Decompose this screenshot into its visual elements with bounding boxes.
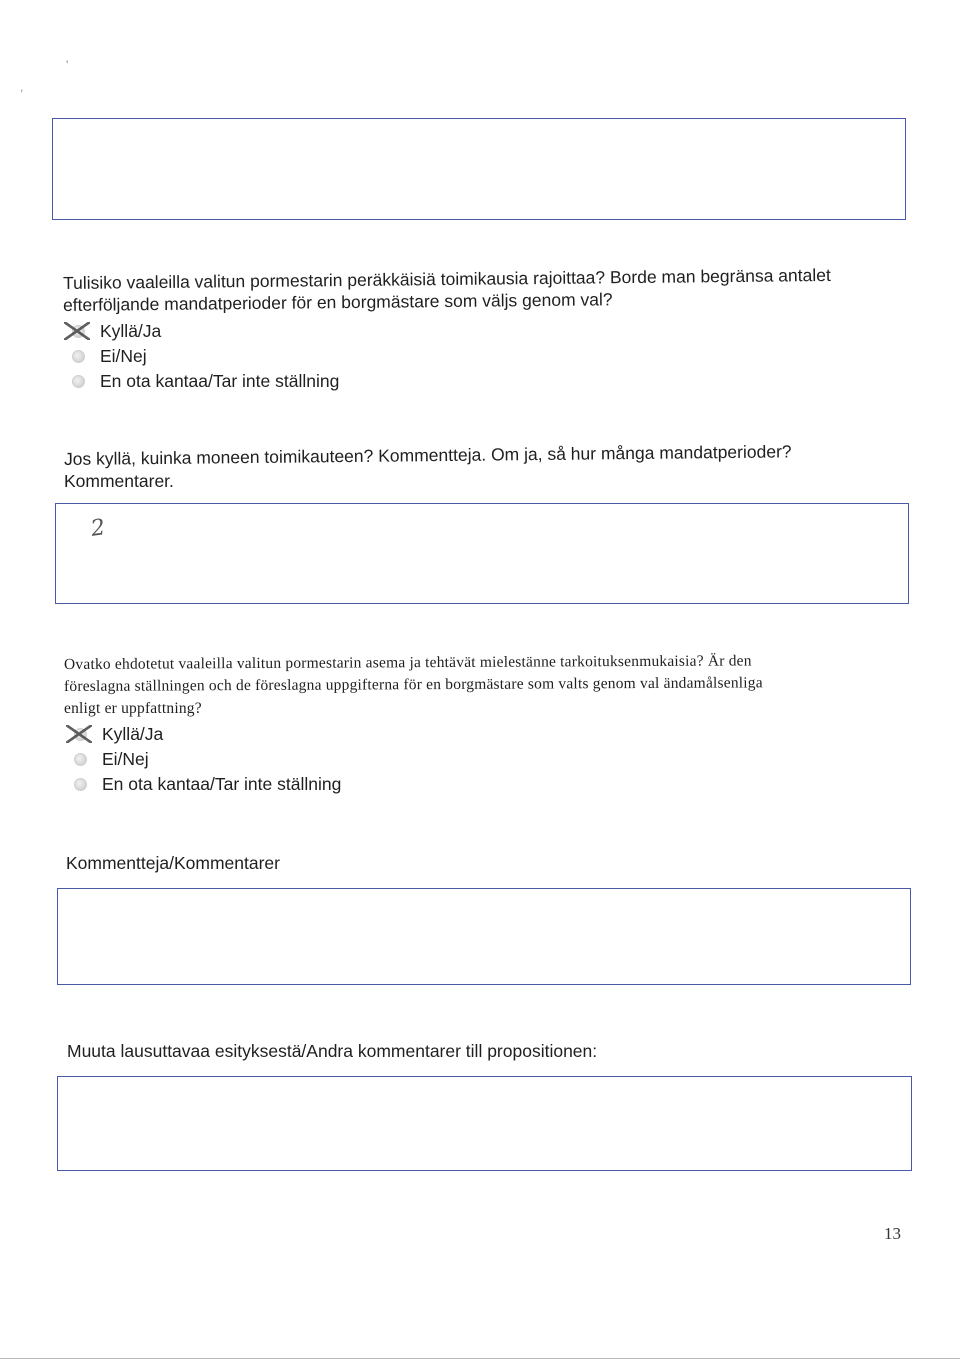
option-yes[interactable] [74, 722, 341, 747]
question-text-line: Ovatko ehdotetut vaaleilla valitun pormestarin asema ja tehtävät mielestänne tarkoituksenmukaisia? Är den [63, 652, 752, 673]
option-no[interactable] [72, 344, 339, 369]
terms-comment-box[interactable] [55, 503, 909, 604]
page-number: 13 [884, 1224, 901, 1243]
option-no[interactable] [74, 747, 341, 772]
radio-icon[interactable] [72, 375, 85, 388]
question-text-line: föreslagna ställningen och de föreslagna uppgifterna för en borgmästare som valts genom val ändamålsenliga [63, 674, 763, 695]
radio-checked-icon[interactable] [72, 325, 85, 338]
scan-mark: , [20, 80, 24, 94]
question-text-line: enligt er uppfattning? [64, 700, 202, 717]
question-how-many-terms [63, 441, 914, 492]
option-label: Ei/Nej [102, 749, 149, 769]
option-yes[interactable] [72, 319, 339, 344]
radio-checked-icon[interactable] [74, 728, 87, 741]
radio-icon[interactable] [72, 350, 85, 363]
question-term-limit [62, 264, 913, 316]
option-label: Kyllä/Ja [100, 321, 162, 341]
option-label: En ota kantaa/Tar inte ställning [102, 774, 342, 794]
option-label: En ota kantaa/Tar inte ställning [100, 371, 340, 391]
radio-icon[interactable] [74, 753, 87, 766]
other-comments-box[interactable] [57, 1076, 912, 1171]
handwritten-answer: 2 [89, 515, 107, 542]
option-no-opinion[interactable] [72, 369, 339, 394]
question-text-line: Tulisiko vaaleilla valitun pormestarin peräkkäisiä toimikausia rajoittaa? Borde man begränsa antalet [62, 264, 831, 293]
question-text-line: Kommentarer. [64, 471, 174, 491]
term-limit-options [72, 319, 339, 394]
page-bottom-edge [0, 1358, 960, 1359]
option-label: Kyllä/Ja [102, 724, 164, 744]
question-text-line: efterföljande mandatperioder för en borgmästare som väljs genom val? [62, 289, 613, 315]
radio-icon[interactable] [74, 778, 87, 791]
option-label: Ei/Nej [100, 346, 147, 366]
other-comments-label: Muuta lausuttavaa esityksestä/Andra kommentarer till propositionen: [67, 1041, 598, 1061]
role-options [74, 722, 341, 797]
comments-label: Kommentteja/Kommentarer [66, 853, 280, 873]
comments-box[interactable] [57, 888, 911, 985]
question-text-line: Jos kyllä, kuinka moneen toimikauteen? Kommentteja. Om ja, så hur många mandatperioder? [63, 441, 792, 469]
scan-mark: ' [66, 58, 69, 72]
question-role-appropriate [64, 654, 914, 720]
option-no-opinion[interactable] [74, 772, 341, 797]
previous-comment-box[interactable] [52, 118, 906, 220]
